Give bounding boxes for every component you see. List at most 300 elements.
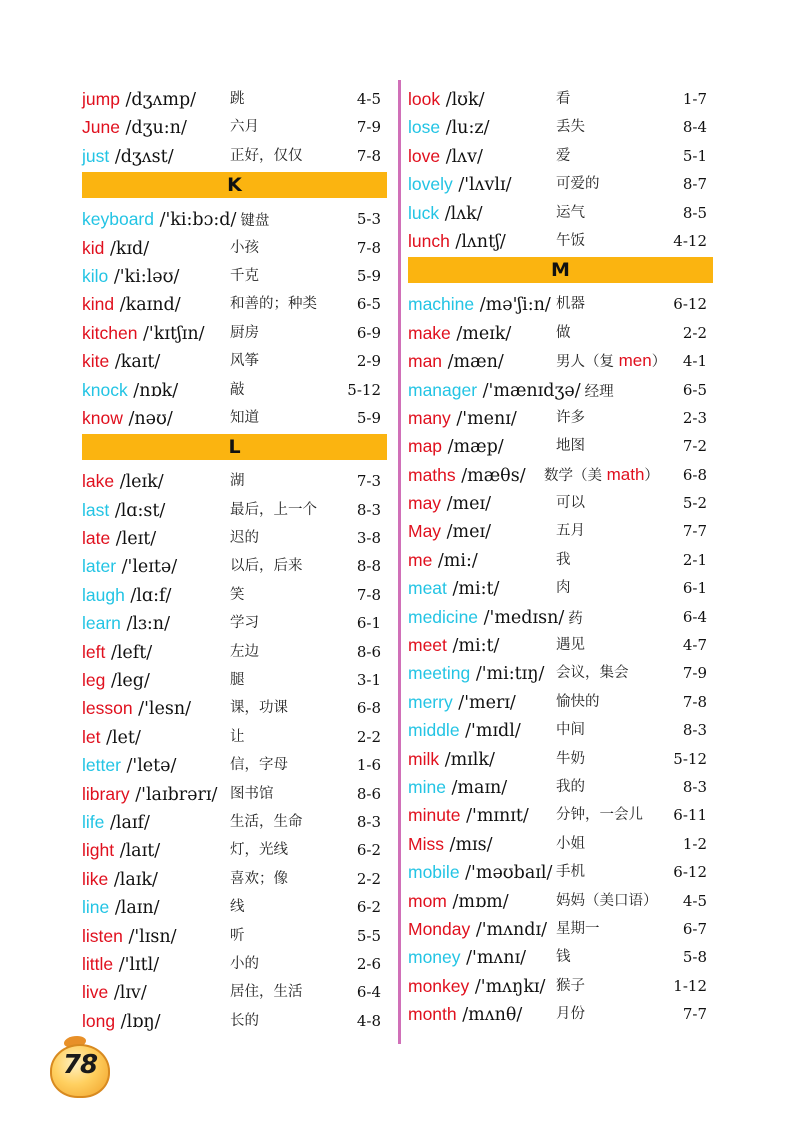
- entry-meaning: [230, 670, 245, 690]
- entry-phonetic: /lʌk/: [444, 203, 483, 224]
- entry-word: last: [82, 499, 110, 520]
- entry-unit-ref: 8-3: [682, 721, 707, 740]
- entry-headword: [408, 230, 506, 253]
- entry-word: later: [82, 556, 117, 577]
- entry-meaning-text: 会议，集会: [556, 665, 629, 682]
- entry-headword: [408, 464, 526, 487]
- entry-meaning-text: 六月: [230, 119, 259, 136]
- entry-meaning-text: 午饭: [556, 232, 585, 249]
- entry-meaning-text: 知道: [230, 409, 259, 426]
- entry-phonetic: /'mʌndɪ/: [475, 919, 547, 940]
- entry-phonetic: /'lʌvlɪ/: [458, 175, 512, 196]
- entry-row: [408, 942, 713, 970]
- entry-word: meeting: [408, 663, 471, 684]
- entry-headword: [408, 173, 512, 196]
- entry-meaning: [230, 408, 259, 428]
- entry-meaning: [230, 238, 259, 258]
- entry-meaning-text: 风筝: [230, 353, 259, 370]
- entry-word: me: [408, 549, 433, 570]
- entry-meaning-text: 腿: [230, 672, 245, 689]
- entry-meaning-text: 星期一: [556, 920, 600, 937]
- entry-headword: [82, 116, 187, 139]
- entry-word: little: [82, 953, 114, 974]
- entry-unit-ref: 5-12: [347, 380, 381, 399]
- entry-unit-ref: 2-1: [682, 550, 707, 569]
- entry-meaning: [556, 550, 571, 570]
- entry-meaning-text: 愉快的: [556, 693, 600, 710]
- entry-phonetic: /meɪ/: [446, 522, 491, 543]
- entry-word: lesson: [82, 698, 133, 719]
- entry-phonetic: /'mænɪdʒə/: [482, 380, 581, 401]
- entry-meaning: [230, 926, 245, 946]
- entry-meaning-text: 猴子: [556, 977, 585, 994]
- entry-phonetic: /mi:/: [437, 550, 478, 571]
- entry-headword: [408, 577, 499, 600]
- entry-meaning: [230, 528, 259, 548]
- entry-meaning: [230, 840, 288, 860]
- entry-headword: [408, 662, 544, 685]
- entry-meaning-text: 喜欢；像: [230, 870, 288, 887]
- entry-headword: [82, 1010, 161, 1033]
- entry-meaning-text: 生活，生命: [230, 813, 303, 830]
- entry-meaning-text: 以后，后来: [230, 558, 303, 575]
- entry-word: kilo: [82, 265, 109, 286]
- entry-word: kid: [82, 237, 105, 258]
- entry-phonetic: /let/: [106, 727, 141, 748]
- entry-meaning: [556, 493, 585, 513]
- entry-meaning-text: 左边: [230, 643, 259, 660]
- entry-phonetic: /'ki:ləʊ/: [113, 266, 180, 287]
- entry-word: map: [408, 436, 443, 457]
- entry-phonetic: /laɪf/: [109, 812, 150, 833]
- entry-unit-ref: 8-3: [356, 812, 381, 831]
- entry-word: Miss: [408, 833, 444, 854]
- entry-headword: [408, 549, 478, 572]
- entry-row: [408, 346, 713, 374]
- entry-word: light: [82, 840, 115, 861]
- entry-phonetic: /'lesn/: [138, 699, 191, 720]
- entry-meaning-text: 迟的: [230, 530, 259, 547]
- entry-row: [82, 233, 387, 261]
- entry-row: [408, 630, 713, 658]
- entry-unit-ref: 5-3: [356, 210, 381, 229]
- entry-row: [82, 403, 387, 431]
- entry-word: maths: [408, 464, 456, 485]
- entry-row: [408, 914, 713, 942]
- entry-word: may: [408, 493, 442, 514]
- entry-unit-ref: 6-5: [356, 295, 381, 314]
- entry-word: keyboard: [82, 209, 154, 230]
- entry-row: [82, 665, 387, 693]
- entry-headword: [408, 1003, 522, 1026]
- entry-headword: [408, 634, 499, 657]
- entry-headword: [408, 890, 509, 913]
- entry-phonetic: /lɑ:f/: [130, 585, 172, 606]
- entry-meaning-text: 千克: [230, 267, 259, 284]
- entry-group: [408, 84, 713, 254]
- entry-row: [82, 807, 387, 835]
- entry-row: [408, 800, 713, 828]
- entry-phonetic: /lɜ:n/: [126, 614, 170, 635]
- entry-headword: [82, 584, 171, 607]
- entry-word: letter: [82, 755, 121, 776]
- entry-phonetic: /'medɪsn/: [483, 607, 565, 628]
- entry-word: live: [82, 982, 109, 1003]
- entry-meaning: [556, 323, 571, 343]
- entry-unit-ref: 3-8: [356, 529, 381, 548]
- entry-meaning: [230, 954, 259, 974]
- entry-unit-ref: 5-1: [682, 146, 707, 165]
- entry-word: medicine: [408, 606, 479, 627]
- right-column: [408, 84, 713, 1028]
- entry-unit-ref: 5-2: [682, 494, 707, 513]
- entry-meaning-text: 妈妈（美口语）: [556, 892, 658, 909]
- entry-meaning-text: 男人（复: [556, 354, 614, 371]
- entry-word: mine: [408, 776, 446, 797]
- entry-meaning-text: 居住，生活: [230, 984, 303, 1001]
- entry-phonetic: /mi:t/: [452, 579, 500, 600]
- entry-row: [82, 466, 387, 494]
- entry-phonetic: /'mi:tɪŋ/: [475, 664, 545, 685]
- entry-row: [82, 608, 387, 636]
- page-number: 78: [62, 1050, 98, 1080]
- entry-row: [82, 551, 387, 579]
- entry-meaning-text: 我的: [556, 778, 585, 795]
- entry-meaning-text: 爱: [556, 147, 571, 164]
- entry-word: line: [82, 897, 110, 918]
- entry-row: [82, 318, 387, 346]
- entry-unit-ref: 1-12: [673, 976, 707, 995]
- entry-row: [82, 977, 387, 1005]
- entry-meaning-text: 牛奶: [556, 750, 585, 767]
- entry-unit-ref: 7-7: [682, 522, 707, 541]
- entry-unit-ref: 2-3: [682, 408, 707, 427]
- entry-meaning-text: 湖: [230, 473, 245, 490]
- entry-meaning: [230, 500, 317, 520]
- entry-meaning-text: 让: [230, 728, 245, 745]
- entry-unit-ref: 2-9: [356, 352, 381, 371]
- entry-phonetic: /nəʊ/: [128, 408, 173, 429]
- entry-meaning-suffix: ）: [644, 467, 659, 484]
- entry-row: [82, 495, 387, 523]
- entry-headword: [82, 839, 160, 862]
- entry-meaning: [556, 174, 600, 194]
- entry-row: [82, 523, 387, 551]
- entry-row: [82, 693, 387, 721]
- entry-headword: [82, 783, 217, 806]
- entry-meaning-text: 听: [230, 927, 245, 944]
- entry-row: [408, 829, 713, 857]
- entry-row: [82, 637, 387, 665]
- entry-meaning: [556, 146, 571, 166]
- entry-unit-ref: 8-5: [682, 203, 707, 222]
- letter-header-k: K: [82, 172, 387, 198]
- entry-group: [82, 466, 387, 1034]
- entry-meaning-text: 课，功课: [230, 700, 288, 717]
- entry-phonetic: /meɪ/: [446, 494, 491, 515]
- entry-meaning: [556, 117, 585, 137]
- entry-meaning: [556, 919, 600, 939]
- entry-phonetic: /mɪlk/: [444, 749, 495, 770]
- entry-word: money: [408, 947, 461, 968]
- entry-row: [408, 886, 713, 914]
- entry-headword: [408, 861, 552, 884]
- entry-meaning: [230, 784, 274, 804]
- entry-unit-ref: 4-1: [682, 352, 707, 371]
- entry-row: [408, 169, 713, 197]
- entry-unit-ref: 5-8: [682, 948, 707, 967]
- entry-meaning: [230, 755, 288, 775]
- entry-headword: [408, 833, 493, 856]
- entry-phonetic: /lɑ:st/: [114, 500, 166, 521]
- entry-unit-ref: 6-12: [673, 863, 707, 882]
- entry-row: [408, 857, 713, 885]
- entry-meaning: [230, 89, 245, 109]
- entry-phonetic: /dʒu:n/: [125, 118, 187, 139]
- entry-phonetic: /mæp/: [447, 437, 504, 458]
- entry-unit-ref: 7-3: [356, 472, 381, 491]
- entry-meaning-text: 经理: [584, 383, 614, 400]
- entry-row: [82, 261, 387, 289]
- entry-row: [82, 779, 387, 807]
- entry-word: Monday: [408, 918, 471, 939]
- entry-phonetic: /lu:z/: [445, 118, 490, 139]
- entry-unit-ref: 7-9: [356, 118, 381, 137]
- entry-word: knock: [82, 379, 128, 400]
- entry-phonetic: /mæn/: [447, 352, 504, 373]
- entry-meaning: [230, 642, 259, 662]
- entry-row: [82, 921, 387, 949]
- entry-headword: [82, 868, 158, 891]
- entry-phonetic: /mʌnθ/: [462, 1005, 523, 1026]
- entry-row: [82, 722, 387, 750]
- entry-phonetic: /'laɪbrərɪ/: [135, 784, 218, 805]
- entry-row: [82, 892, 387, 920]
- entry-row: [82, 949, 387, 977]
- entry-headword: [408, 293, 551, 316]
- entry-headword: [408, 379, 614, 402]
- entry-meaning: [230, 613, 259, 633]
- entry-meaning: [556, 777, 585, 797]
- entry-meaning-text: 可爱的: [556, 176, 600, 193]
- entry-word: meet: [408, 635, 447, 656]
- entry-meaning: [230, 1011, 259, 1031]
- entry-meaning-text: 药: [568, 610, 583, 627]
- entry-row: [408, 516, 713, 544]
- entry-phonetic: /lɒŋ/: [120, 1011, 161, 1032]
- entry-headword: [82, 811, 150, 834]
- entry-unit-ref: 1-2: [682, 834, 707, 853]
- entry-headword: [82, 925, 177, 948]
- column-divider: [398, 80, 401, 1044]
- entry-word: manager: [408, 379, 478, 400]
- entry-row: [408, 141, 713, 169]
- entry-word: lake: [82, 471, 115, 492]
- entry-headword: [82, 145, 174, 168]
- entry-unit-ref: 4-7: [682, 636, 707, 655]
- entry-phonetic: /leɪk/: [119, 472, 164, 493]
- entry-meaning: [230, 982, 303, 1002]
- entry-unit-ref: 8-8: [356, 557, 381, 576]
- entry-unit-ref: 4-12: [673, 231, 707, 250]
- entry-meaning: [556, 862, 585, 882]
- entry-meaning: [556, 203, 585, 223]
- entry-unit-ref: 6-12: [673, 295, 707, 314]
- entry-meaning-highlight: men: [618, 351, 652, 371]
- entry-meaning: [556, 231, 585, 251]
- entry-meaning: [230, 869, 288, 889]
- entry-row: [408, 431, 713, 459]
- entry-meaning: [230, 146, 303, 166]
- entry-row: [408, 198, 713, 226]
- entry-unit-ref: 6-9: [356, 323, 381, 342]
- entry-headword: [82, 697, 191, 720]
- entry-phonetic: /'məʊbaɪl/: [465, 863, 553, 884]
- entry-headword: [82, 953, 159, 976]
- entry-meaning: [544, 465, 659, 486]
- entry-headword: [408, 606, 583, 629]
- entry-headword: [408, 748, 495, 771]
- entry-headword: [408, 776, 507, 799]
- entry-phonetic: /laɪk/: [113, 869, 158, 890]
- entry-meaning-text: 厨房: [230, 324, 259, 341]
- entry-meaning-text: 线: [230, 899, 245, 916]
- entry-meaning-text: 小姐: [556, 835, 585, 852]
- entry-meaning-text: 信，字母: [230, 757, 288, 774]
- entry-word: love: [408, 145, 441, 166]
- entry-meaning-text: 分钟，一会儿: [556, 807, 643, 824]
- entry-word: leg: [82, 670, 106, 691]
- entry-meaning-text: 许多: [556, 409, 585, 426]
- entry-meaning-text: 灯，光线: [230, 842, 288, 859]
- entry-phonetic: /laɪt/: [119, 841, 161, 862]
- entry-headword: [82, 555, 177, 578]
- entry-unit-ref: 2-2: [356, 727, 381, 746]
- entry-row: [82, 141, 387, 169]
- entry-word: mobile: [408, 862, 460, 883]
- entry-meaning-suffix: ）: [651, 354, 667, 371]
- entry-row: [408, 971, 713, 999]
- entry-unit-ref: 4-5: [682, 891, 707, 910]
- entry-unit-ref: 6-11: [673, 806, 707, 825]
- entry-word: just: [82, 145, 110, 166]
- entry-meaning-text: 小的: [230, 955, 259, 972]
- entry-meaning-text: 长的: [230, 1012, 259, 1029]
- entry-unit-ref: 6-1: [682, 579, 707, 598]
- entry-headword: [82, 407, 173, 430]
- entry-word: lunch: [408, 230, 450, 251]
- entry-word: minute: [408, 805, 461, 826]
- entry-unit-ref: 6-8: [356, 699, 381, 718]
- entry-meaning: [556, 692, 600, 712]
- entry-row: [82, 346, 387, 374]
- entry-word: machine: [408, 294, 475, 315]
- entry-headword: [82, 527, 156, 550]
- entry-phonetic: /'menɪ/: [456, 408, 517, 429]
- entry-meaning-text: 机器: [556, 296, 585, 313]
- entry-unit-ref: 4-8: [356, 1011, 381, 1030]
- entry-meaning-text: 做: [556, 324, 571, 341]
- entry-phonetic: /'leɪtə/: [121, 557, 178, 578]
- entry-meaning-text: 学习: [230, 615, 259, 632]
- entry-meaning-text: 手机: [556, 864, 585, 881]
- letter-header-m: M: [408, 257, 713, 283]
- entry-row: [408, 84, 713, 112]
- entry-unit-ref: 8-7: [682, 175, 707, 194]
- entry-meaning: [556, 351, 666, 372]
- entry-meaning-text: 小孩: [230, 239, 259, 256]
- entry-headword: [408, 719, 521, 742]
- entry-row: [82, 1006, 387, 1034]
- entry-word: middle: [408, 720, 460, 741]
- entry-unit-ref: 7-8: [356, 585, 381, 604]
- entry-meaning-text: 数学（美: [544, 467, 602, 484]
- entry-row: [82, 864, 387, 892]
- entry-meaning-text: 地图: [556, 438, 585, 455]
- entry-headword: [408, 918, 547, 941]
- entry-word: let: [82, 726, 101, 747]
- entry-headword: [408, 145, 483, 168]
- entry-phonetic: /'mɪdl/: [465, 721, 521, 742]
- entry-word: know: [82, 407, 123, 428]
- entry-unit-ref: 6-8: [682, 465, 707, 484]
- entry-unit-ref: 8-6: [356, 784, 381, 803]
- entry-meaning: [556, 578, 571, 598]
- entry-row: [408, 318, 713, 346]
- entry-meaning: [230, 117, 259, 137]
- entry-word: meat: [408, 578, 447, 599]
- entry-unit-ref: 6-5: [682, 380, 707, 399]
- entry-group: [82, 84, 387, 169]
- entry-meaning: [556, 436, 585, 456]
- entry-row: [408, 112, 713, 140]
- entry-word: life: [82, 811, 105, 832]
- entry-word: jump: [82, 89, 120, 109]
- entry-meaning: [230, 897, 245, 917]
- entry-word: milk: [408, 748, 440, 769]
- entry-headword: [82, 669, 150, 692]
- entry-headword: [82, 612, 170, 635]
- entry-row: [408, 602, 713, 630]
- entry-word: kite: [82, 351, 110, 372]
- entry-meaning-text: 五月: [556, 523, 585, 540]
- entry-unit-ref: 8-4: [682, 118, 707, 137]
- left-column: [82, 84, 387, 1034]
- entry-headword: [408, 691, 516, 714]
- entry-meaning-text: 肉: [556, 580, 571, 597]
- entry-word: left: [82, 641, 106, 662]
- entry-phonetic: /dʒʌst/: [114, 146, 174, 167]
- entry-meaning: [556, 947, 571, 967]
- entry-row: [82, 580, 387, 608]
- entry-meaning-text: 钱: [556, 949, 571, 966]
- entry-meaning: [556, 1004, 585, 1024]
- entry-meaning-text: 敲: [230, 381, 245, 398]
- entry-meaning-text: 中间: [556, 722, 585, 739]
- entry-row: [408, 715, 713, 743]
- entry-phonetic: /nɒk/: [133, 380, 179, 401]
- entry-headword: [82, 754, 176, 777]
- entry-meaning: [230, 323, 259, 343]
- entry-row: [82, 835, 387, 863]
- entry-unit-ref: 6-2: [356, 898, 381, 917]
- entry-word: man: [408, 351, 443, 372]
- entry-word: mom: [408, 890, 447, 911]
- entry-meaning-text: 正好，仅仅: [230, 147, 303, 164]
- entry-meaning: [230, 812, 303, 832]
- entry-meaning-text: 键盘: [240, 213, 270, 230]
- entry-headword: [82, 981, 147, 1004]
